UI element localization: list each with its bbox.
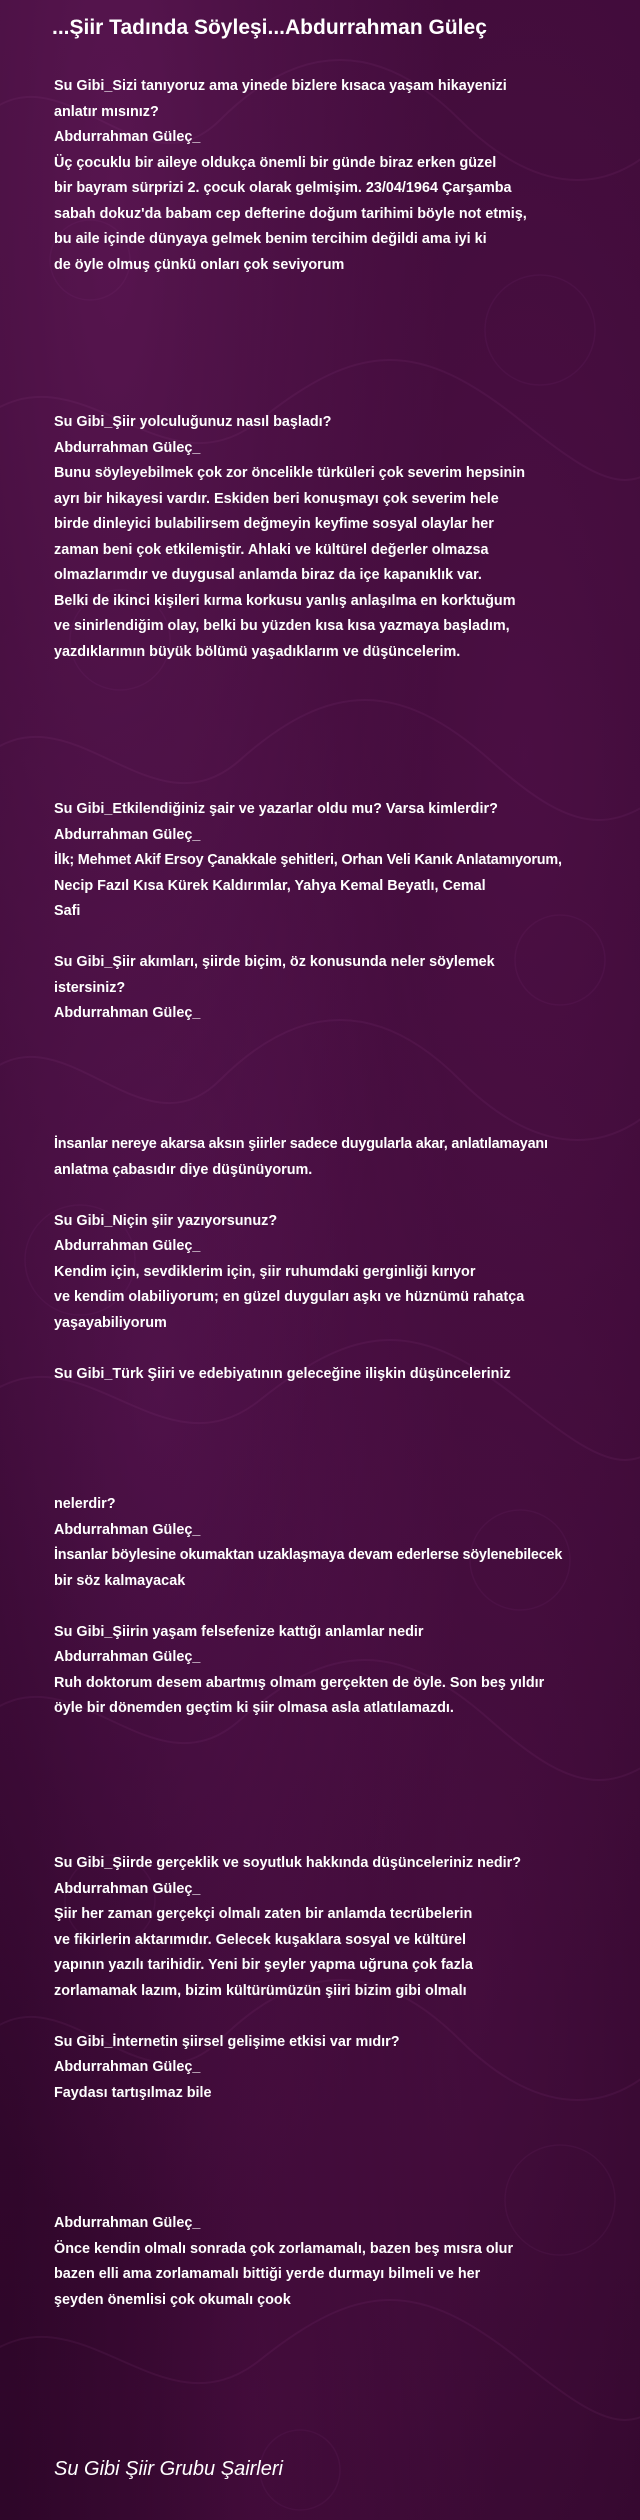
blank-line xyxy=(54,1336,638,1362)
text-line: ve sinirlendiğim olay, belki bu yüzden kısa kısa yazmaya başladım, xyxy=(54,618,510,634)
text-line: Su Gibi_İnternetin şiirsel gelişime etkisi var mıdır? xyxy=(54,2033,400,2050)
text-line: bir bayram sürprizi 2. çocuk olarak gelmişim. 23/04/1964 Çarşamba xyxy=(54,180,512,196)
text-line: yaşayabiliyorum xyxy=(54,1314,167,1331)
text-line: yazdıklarımın büyük bölümü yaşadıklarım ve düşüncelerim. xyxy=(54,643,461,660)
text-line: de öyle olmuş çünkü onları çok seviyorum xyxy=(54,256,345,273)
page-title: ...Şiir Tadında Söyleşi...Abdurrahman Güleç xyxy=(52,16,487,39)
text-line: ve kendim olabiliyorum; en güzel duyguları aşkı ve hüznümü rahatça xyxy=(54,1289,525,1305)
text-line: Şiir her zaman gerçekçi olmalı zaten bir anlamda tecrübelerin xyxy=(54,1906,473,1922)
text-line: İnsanlar böylesine okumaktan uzaklaşmaya devam ederlerse söylenebilecek xyxy=(54,1547,563,1563)
text-line: İlk; Mehmet Akif Ersoy Çanakkale şehitleri, Orhan Veli Kanık Anlatamıyorum, xyxy=(54,852,562,868)
text-line: Kendim için, sevdiklerim için, şiir ruhumdaki gerginliği kırıyor xyxy=(54,1263,476,1280)
text-line: bir söz kalmayacak xyxy=(54,1572,186,1589)
text-line: istersiniz? xyxy=(54,979,126,996)
text-line: olmazlarımdır ve duygusal anlamda biraz da içe kapanıklık var. xyxy=(54,567,482,583)
text-line: Abdurrahman Güleç_ xyxy=(54,1880,201,1897)
text-line: Bunu söyleyebilmek çok zor öncelikle türküleri çok severim hepsinin xyxy=(54,465,526,481)
text-line: Abdurrahman Güleç_ xyxy=(54,2215,201,2231)
text-line: anlatır mısınız? xyxy=(54,103,159,120)
text-line: Abdurrahman Güleç_ xyxy=(54,1238,201,1254)
interview-block-6 xyxy=(54,1851,638,2106)
text-line: Su Gibi_Etkilendiğiniz şair ve yazarlar oldu mu? Varsa kimlerdir? xyxy=(54,801,498,817)
text-line: Abdurrahman Güleç_ xyxy=(54,1521,201,1538)
text-line: sabah dokuz'da babam cep defterine doğum tarihimi böyle not etmiş, xyxy=(54,205,527,222)
blank-line xyxy=(54,1183,638,1209)
text-line: Su Gibi_Türk Şiiri ve edebiyatının geleceğine ilişkin düşünceleriniz xyxy=(54,1365,511,1382)
interview-block-5 xyxy=(54,1492,638,1722)
interview-block-3 xyxy=(54,797,638,1027)
text-line: Belki de ikinci kişileri kırma korkusu yanlış anlaşılma en korktuğum xyxy=(54,592,516,609)
text-line: Önce kendin olmalı sonrada çok zorlamamalı, bazen beş mısra olur xyxy=(54,2240,514,2257)
interview-block-1 xyxy=(54,74,638,278)
text-line: Safi xyxy=(54,903,81,919)
text-line: öyle bir dönemden geçtim ki şiir olmasa asla atlatılamazdı. xyxy=(54,1700,454,1716)
text-line: Su Gibi_Sizi tanıyoruz ama yinede bizlere kısaca yaşam hikayenizi xyxy=(54,78,507,94)
text-line: şeyden önemlisi çok okumalı çook xyxy=(54,2291,291,2308)
text-line: ve fikirlerin aktarımıdır. Gelecek kuşaklara sosyal ve kültürel xyxy=(54,1931,466,1948)
text-line: Abdurrahman Güleç_ xyxy=(54,1649,201,1665)
text-line: bazen elli ama zorlamamalı bittiği yerde durmayı bilmeli ve her xyxy=(54,2266,481,2282)
text-line: Necip Fazıl Kısa Kürek Kaldırımlar, Yahya Kemal Beyatlı, Cemal xyxy=(54,877,486,894)
interview-block-7 xyxy=(54,2211,638,2313)
text-line: Abdurrahman Güleç_ xyxy=(54,439,201,456)
text-line: Ruh doktorum desem abartmış olmam gerçekten de öyle. Son beş yıldır xyxy=(54,1674,545,1691)
text-line: birde dinleyici bulabilirsem değmeyin keyfime sosyal olaylar her xyxy=(54,516,494,532)
text-line: Abdurrahman Güleç_ xyxy=(54,1005,201,1021)
blank-line xyxy=(54,2004,638,2030)
text-line: İnsanlar nereye akarsa aksın şiirler sadece duygularla akar, anlatılamayanı xyxy=(54,1136,548,1152)
text-line: Su Gibi_Şiirin yaşam felsefenize kattığı anlamlar nedir xyxy=(54,1623,424,1640)
text-line: zaman beni çok etkilemiştir. Ahlaki ve kültürel değerler olmazsa xyxy=(54,541,489,558)
text-line: Su Gibi_Şiir yolculuğunuz nasıl başladı? xyxy=(54,414,332,430)
text-line: Abdurrahman Güleç_ xyxy=(54,826,201,843)
interview-block-4 xyxy=(54,1132,638,1387)
text-line: yapının yazılı tarihidir. Yeni bir şeyler yapma uğruna çok fazla xyxy=(54,1957,473,1973)
text-line: Su Gibi_Niçin şiir yazıyorsunuz? xyxy=(54,1212,278,1229)
text-line: Abdurrahman Güleç_ xyxy=(54,129,201,145)
text-line: Faydası tartışılmaz bile xyxy=(54,2084,212,2101)
text-line: nelerdir? xyxy=(54,1496,116,1512)
interview-block-2 xyxy=(54,410,638,665)
text-line: Su Gibi_Şiir akımları, şiirde biçim, öz konusunda neler söylemek xyxy=(54,954,495,970)
text-line: Su Gibi_Şiirde gerçeklik ve soyutluk hakkında düşünceleriniz nedir? xyxy=(54,1855,522,1871)
text-line: bu aile içinde dünyaya gelmek benim tercihim değildi ama iyi ki xyxy=(54,231,487,247)
blank-line xyxy=(54,1594,638,1620)
text-line: ayrı bir hikayesi vardır. Eskiden beri konuşmayı çok severim hele xyxy=(54,490,499,507)
text-line: Üç çocuklu bir aileye oldukça önemli bir günde biraz erken güzel xyxy=(54,154,497,171)
text-line: Abdurrahman Güleç_ xyxy=(54,2059,201,2075)
text-line: zorlamamak lazım, bizim kültürümüzün şiiri bizim gibi olmalı xyxy=(54,1982,467,1999)
text-line: anlatma çabasıdır diye düşünüyorum. xyxy=(54,1161,313,1178)
footer-signature: Su Gibi Şiir Grubu Şairleri xyxy=(54,2458,283,2480)
blank-line xyxy=(54,925,638,951)
